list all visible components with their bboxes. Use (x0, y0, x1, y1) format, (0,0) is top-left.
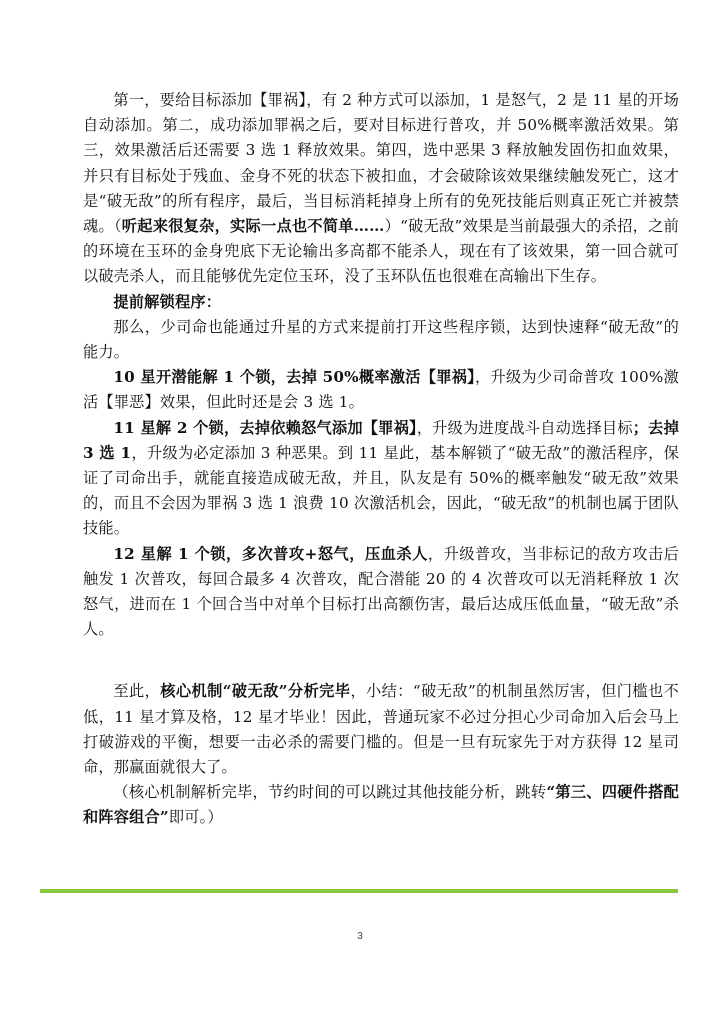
paragraph-11-star (83, 416, 679, 542)
paragraph-summary (83, 679, 679, 780)
text-run: ，升级为必定添加 3 种恶果。到 11 星此，基本解锁了“破无敌”的激活程序，保证了司命出手，就能直接造成破无敌，并且，队友是有 50%的概率触发“破无敌”效果的，而且不会因为罪祸 3 选 1 浪费 10 次激活机会，因此，“破无敌”的机制也属于团队技能。 (83, 443, 679, 538)
bold-run: ；去掉 3 选 1 (83, 418, 679, 462)
text-run: ）“破无敌”效果是当前最强大的杀招，之前的环境在玉环的金身兜底下无论输出多高都不能杀人，现在有了该效果，第一回合就可以破壳杀人，而且能够优先定位玉环，没了玉环队伍也很难在高输出下生存。 (83, 217, 679, 286)
bold-run: 听起来很复杂，实际一点也不简单…… (121, 217, 385, 236)
text-run: ，小结：“破无敌”的机制虽然厉害，但门槛也不低，11 星才算及格，12 星才毕业！因此，普通玩家不必过分担心少司命加入后会马上打破游戏的平衡，想要一击必杀的需要门槛的。但是一旦有玩家先于对方获得 12 星司命，那赢面就很大了。 (83, 682, 680, 777)
text-run: ，升级为进度战斗自动选择目标 (416, 418, 633, 437)
text-run: ，升级普攻，当非标记的敌方攻击后触发 1 次普攻，每回合最多 4 次普攻，配合潜能 20 的 4 次普攻可以无消耗释放 1 次怒气，进而在 1 个回合当中对单个目标打出高额伤害，最后达成压低血量，“破无敌”杀人。 (83, 544, 680, 639)
section-heading (83, 290, 679, 315)
bold-run: “第三、四硬件搭配和阵容组合” (83, 783, 679, 827)
text-run: 第一，要给目标添加【罪祸】，有 2 种方式可以添加，1 是怒气，2 是 11 星的开场自动添加。第二，成功添加罪祸之后，要对目标进行普攻，并 50%概率激活效果。第三，效果激活后还需要 3 选 1 释放效果。第四，选中恶果 3 释放触发固伤扣血效果，并只有目标处于残血、金身不死的状态下被扣血，才会破除该效果继续触发死亡，这才是“破无敌”的所有程序，最后，当目标消耗掉身上所有的免死技能后则真正死亡并被禁魂。（ (83, 91, 679, 236)
text-run: 即可。） (168, 808, 223, 827)
page-number: 3 (357, 931, 363, 942)
bold-run: 11 星解 2 个锁，去掉依赖怒气添加【罪祸】 (113, 418, 417, 437)
paragraph-intro-unlock: 那么，少司命也能通过升星的方式来提前打开这些程序锁，达到快速释“破无敌”的能力。 (83, 317, 679, 362)
document-body (83, 88, 679, 831)
text-run: ，升级为少司命普攻 100%激活【罪恶】效果，但此时还是会 3 选 1。 (83, 368, 680, 412)
bold-run: 核心机制“破无敌”分析完毕 (160, 682, 351, 701)
bold-run: 12 星解 1 个锁，多次普攻+怒气，压血杀人 (113, 544, 428, 563)
text-run: 至此， (113, 682, 161, 701)
heading-text: 提前解锁程序： (113, 292, 222, 311)
paragraph-program-steps (83, 88, 679, 290)
paragraph-12-star (83, 542, 679, 643)
footer-divider (40, 889, 678, 893)
text-run: （核心机制解析完毕，节约时间的可以跳过其他技能分析，跳转 (113, 783, 547, 802)
paragraph-10-star (83, 365, 679, 415)
paragraph-skip-note (83, 780, 679, 830)
bold-run: 10 星开潜能解 1 个锁，去掉 50%概率激活【罪祸】 (113, 368, 476, 387)
